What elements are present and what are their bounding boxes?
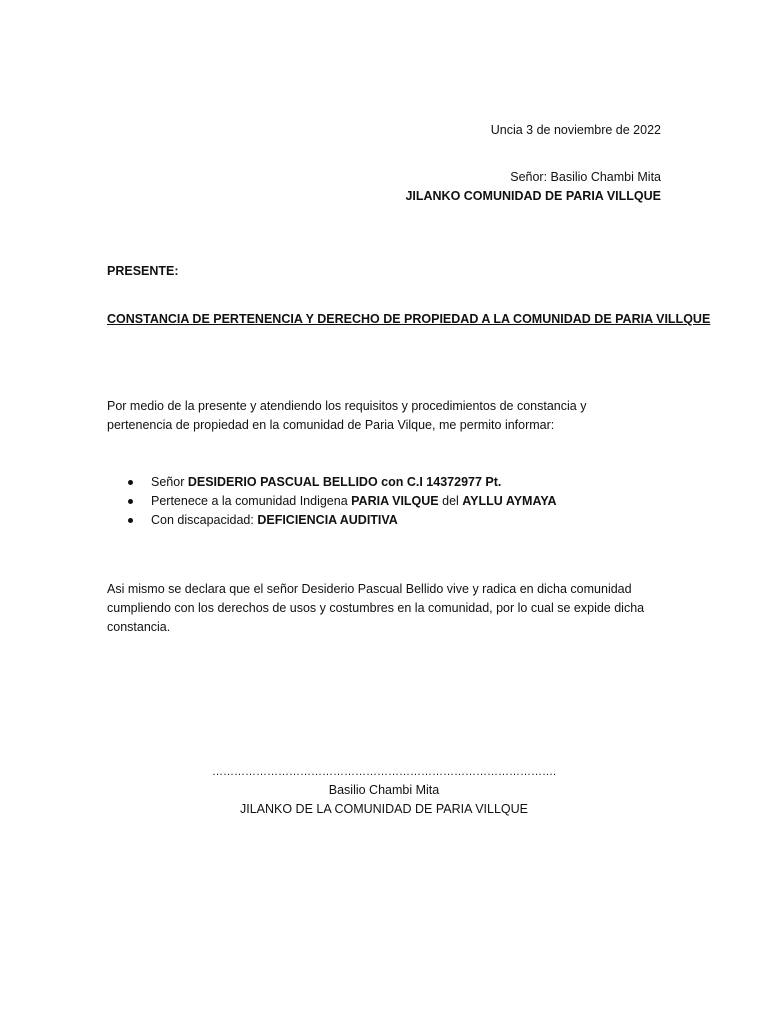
- bullet-bold-text: C.I 14372977 Pt.: [406, 475, 502, 489]
- intro-line-1: Por medio de la presente y atendiendo los requisitos y procedimientos de constancia y: [107, 399, 587, 413]
- bullet-bold-text: DEFICIENCIA AUDITIVA: [257, 513, 398, 527]
- bullet-bold-text: DESIDERIO PASCUAL BELLIDO: [187, 475, 378, 489]
- subject-heading: CONSTANCIA DE PERTENENCIA Y DERECHO DE PROPIEDAD A LA COMUNIDAD DE PARIA VILLQUE: [107, 312, 711, 326]
- salutation: PRESENTE:: [107, 264, 179, 278]
- bullet-text: Pertenece a la comunidad Indigena: [151, 494, 352, 508]
- closing-line-3: constancia.: [107, 620, 171, 634]
- closing-line-2: cumpliendo con los derechos de usos y costumbres en la comunidad, por lo cual se expide dicha: [107, 601, 645, 615]
- bullet-text: con: [377, 475, 407, 489]
- bullet-text: Con discapacidad:: [151, 513, 258, 527]
- date-line: Uncia 3 de noviembre de 2022: [490, 123, 661, 137]
- bullet-item-community: [128, 492, 557, 511]
- intro-line-2: pertenencia de propiedad en la comunidad de Paria Vilque, me permito informar:: [107, 418, 555, 432]
- bullet-text: Señor: [151, 475, 188, 489]
- closing-paragraph: [107, 580, 667, 637]
- intro-paragraph: [107, 397, 667, 435]
- bullet-item-name: [128, 473, 557, 492]
- info-bullet-list: [128, 473, 557, 530]
- recipient-title: JILANKO COMUNIDAD DE PARIA VILLQUE: [405, 189, 661, 203]
- signature-line: ………………………………………………………………………………….: [211, 766, 557, 778]
- bullet-dot-icon: [128, 499, 133, 504]
- bullet-dot-icon: [128, 480, 133, 485]
- closing-line-1: Asi mismo se declara que el señor Desiderio Pascual Bellido vive y radica en dicha comunidad: [107, 582, 632, 596]
- bullet-bold-text: AYLLU AYMAYA: [462, 494, 557, 508]
- signatory-name: Basilio Chambi Mita: [328, 783, 440, 797]
- bullet-text: del: [438, 494, 463, 508]
- bullet-bold-text: PARIA VILQUE: [351, 494, 439, 508]
- recipient-line: Señor: Basilio Chambi Mita: [510, 170, 661, 184]
- bullet-dot-icon: [128, 518, 133, 523]
- bullet-item-disability: [128, 511, 557, 530]
- signatory-title: JILANKO DE LA COMUNIDAD DE PARIA VILLQUE: [239, 802, 529, 816]
